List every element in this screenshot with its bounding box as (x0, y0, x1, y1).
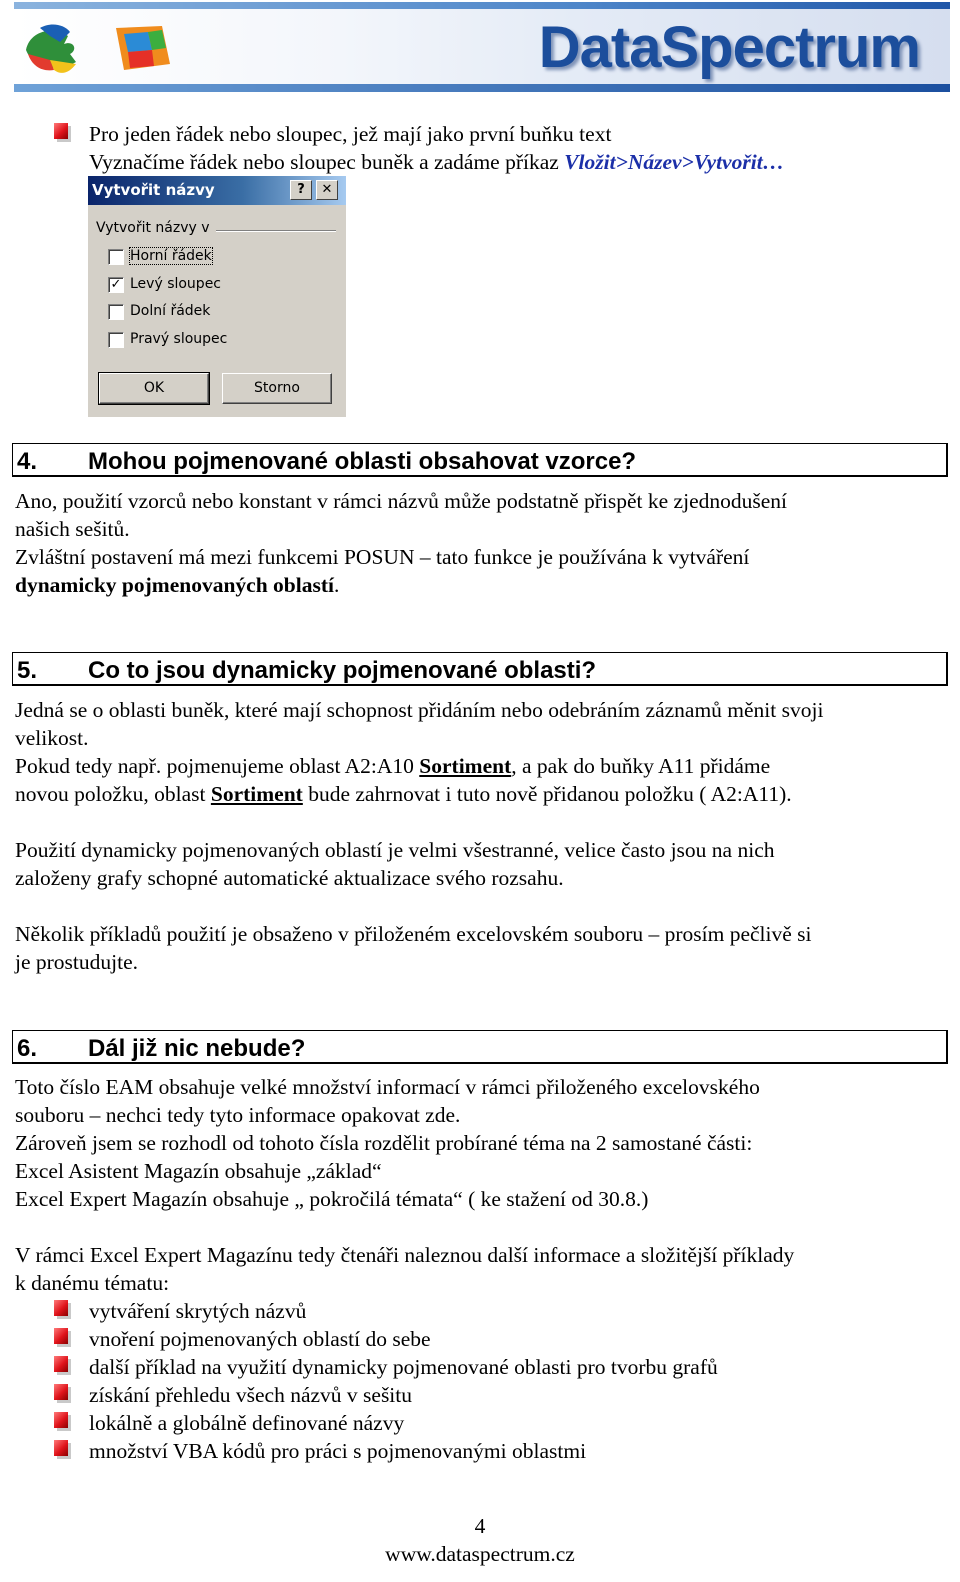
dialog-group-label: Vytvořit názvy v (96, 220, 210, 236)
bullet-icon (54, 1356, 68, 1372)
section-number: 4. (17, 448, 38, 475)
paragraph-line: Několik příkladů použití je obsaženo v přiloženém excelovském souboru – prosím pečlivě si (15, 922, 812, 946)
footer-url[interactable]: www.dataspectrum.cz (385, 1542, 575, 1566)
bullet-icon (54, 1412, 68, 1428)
text: novou položku, oblast (15, 782, 211, 806)
text: , a pak do buňky A11 přidáme (511, 754, 771, 778)
paragraph-line: Excel Expert Magazín obsahuje „ pokročilá témata“ ( ke stažení od 30.8.) (15, 1187, 649, 1211)
paragraph-line: Excel Asistent Magazín obsahuje „základ“ (15, 1159, 382, 1183)
option-label: Horní řádek (130, 248, 212, 264)
puzzle-logo-icon (20, 20, 180, 78)
text: Pokud tedy např. pojmenujeme oblast A2:A10 (15, 754, 420, 778)
option-label: Levý sloupec (130, 276, 222, 292)
section-heading-6 (12, 1030, 948, 1064)
group-divider (216, 230, 336, 232)
section-title: Dál již nic nebude? (88, 1035, 306, 1062)
paragraph-line: založeny grafy schopné automatické aktualizace svého rozsahu. (15, 866, 564, 890)
intro-text: Vyznačíme řádek nebo sloupec buněk a zadáme příkaz (89, 150, 565, 174)
list-item: další příklad na využití dynamicky pojmenované oblasti pro tvorbu grafů (89, 1355, 718, 1379)
paragraph-line (15, 780, 792, 808)
range-name: Sortiment (210, 782, 303, 806)
list-item: množství VBA kódů pro práci s pojmenovanými oblastmi (89, 1439, 587, 1463)
list-item: vytváření skrytých názvů (89, 1299, 307, 1323)
ok-button[interactable]: OK (99, 373, 209, 404)
paragraph-line (15, 571, 339, 599)
paragraph-line (15, 752, 770, 780)
header-banner (14, 2, 950, 92)
paragraph-line: V rámci Excel Expert Magazínu tedy čtenáři naleznou další informace a složitější příklady (15, 1243, 795, 1267)
intro-line: Pro jeden řádek nebo sloupec, jež mají jako první buňku text (89, 122, 612, 146)
paragraph-line: Jedná se o oblasti buněk, které mají schopnost přidáním nebo odebráním záznamů měnit svoji (15, 698, 824, 722)
menu-command: Vložit>Název>Vytvořit… (564, 150, 785, 174)
paragraph-line: Ano, použití vzorců nebo konstant v rámci názvů může podstatně přispět ke zjednodušení (15, 489, 787, 513)
intro-command-line (89, 148, 784, 176)
help-icon[interactable]: ? (290, 180, 312, 200)
bullet-icon (54, 1384, 68, 1400)
checkbox[interactable] (108, 249, 124, 265)
banner-bottom-stripe (14, 84, 950, 92)
paragraph-line: souboru – nechci tedy tyto informace opakovat zde. (15, 1103, 461, 1127)
bold-term: dynamicky pojmenovaných oblastí (15, 573, 334, 597)
section-title: Co to jsou dynamicky pojmenované oblasti? (88, 657, 597, 684)
paragraph-line: Toto číslo EAM obsahuje velké množství informací v rámci přiloženého excelovského (15, 1075, 760, 1099)
paragraph-line: velikost. (15, 726, 89, 750)
banner-top-stripe (14, 2, 950, 9)
list-item: získání přehledu všech názvů v sešitu (89, 1383, 413, 1407)
paragraph-line: Použití dynamicky pojmenovaných oblastí je velmi všestranné, velice často jsou na nich (15, 838, 775, 862)
bullet-icon (54, 1328, 68, 1344)
bullet-icon (54, 123, 68, 139)
brand-logo: DataSpectrum (538, 15, 920, 80)
section-title: Mohou pojmenované oblasti obsahovat vzorce? (88, 448, 637, 475)
page-number: 4 (474, 1514, 486, 1538)
section-number: 5. (17, 657, 38, 684)
paragraph-line: Zároveň jsem se rozhodl od tohoto čísla rozdělit probírané téma na 2 samostané části: (15, 1131, 753, 1155)
list-item: lokálně a globálně definované názvy (89, 1411, 405, 1435)
list-item: vnoření pojmenovaných oblastí do sebe (89, 1327, 431, 1351)
paragraph-line: našich sešitů. (15, 517, 130, 541)
checkbox[interactable] (108, 332, 124, 348)
close-icon[interactable]: ✕ (316, 180, 338, 200)
paragraph-line: k danému tématu: (15, 1271, 170, 1295)
range-name: Sortiment (419, 754, 512, 778)
bullet-icon (54, 1300, 68, 1316)
section-heading-5 (12, 652, 948, 686)
checkbox-checked[interactable]: ✓ (108, 277, 124, 293)
paragraph-line: je prostudujte. (15, 950, 139, 974)
dialog-title: Vytvořit názvy (92, 181, 215, 199)
dialog-title-bar (88, 176, 346, 205)
paragraph-line: Zvláštní postavení má mezi funkcemi POSUN – tato funkce je používána k vytváření (15, 545, 750, 569)
option-label: Dolní řádek (130, 303, 211, 319)
text: bude zahrnovat i tuto nově přidanou položku ( A2:A11). (302, 782, 792, 806)
section-number: 6. (17, 1035, 38, 1062)
section-heading-4 (12, 443, 948, 477)
checkbox[interactable] (108, 304, 124, 320)
bullet-icon (54, 1440, 68, 1456)
text: . (333, 573, 340, 597)
cancel-button[interactable]: Storno (222, 373, 332, 404)
create-names-dialog (88, 176, 346, 417)
option-label: Pravý sloupec (130, 331, 228, 347)
